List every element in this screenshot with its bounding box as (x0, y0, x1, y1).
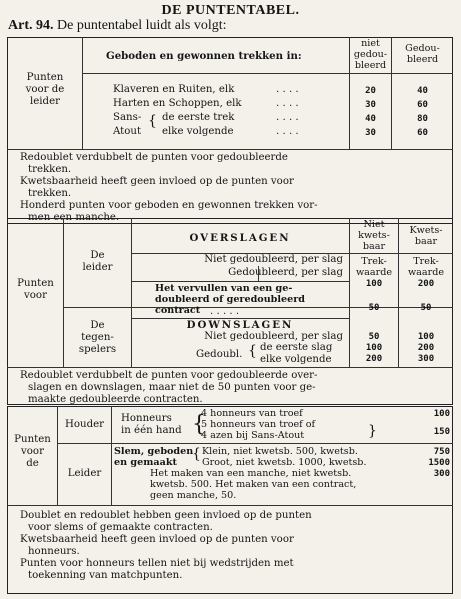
s2-col1-line: Niet (363, 219, 385, 230)
s2-de-leider-line: De (90, 250, 105, 261)
s1-row-label-line: Punten (26, 72, 64, 83)
s2-trekwaarde (350, 256, 398, 278)
section-1-divider (7, 149, 453, 150)
s2-col2-line: Kwets- (409, 225, 443, 236)
s2-row-gedoubleerd: Gedoubleerd, per slag (228, 267, 343, 278)
s2-vervullen-line: Het vervullen van een ge- (155, 283, 293, 294)
s2-tegenspelers-line: spelers (78, 344, 117, 355)
brace-close-icon: } (368, 423, 377, 439)
s3-slem-line: en gemaakt (114, 457, 177, 468)
s1-col2-line: Gedou- (405, 43, 440, 54)
s2-col2-line: baar (414, 236, 438, 247)
s1-row-klaveren: Klaveren en Ruiten, elk (113, 84, 235, 95)
s2-col-kwetsbaar (399, 225, 453, 247)
s3-slem-text: Klein, niet kwetsb. 500, kwetsb. (202, 446, 358, 457)
s1-row-label-line: leider (30, 96, 60, 107)
s2-trek-line: waarde (355, 267, 393, 278)
s2-down-gedoubl: Gedoubl. (196, 349, 243, 360)
s3-value: 300 (433, 469, 450, 479)
s2-trekwaarde (399, 256, 453, 278)
s3-honneurs-line: Honneurs (121, 413, 172, 424)
s1-dots: . . . . (276, 112, 299, 123)
s2-trek-line: waarde (407, 267, 445, 278)
s3-value: 150 (433, 427, 450, 437)
s2-value: 200 (417, 343, 435, 353)
s3-note-line: toekenning van matchpunten. (28, 570, 183, 581)
s1-value: 30 (365, 128, 376, 138)
s3-value: 750 (433, 447, 450, 457)
s3-slem (114, 446, 193, 468)
s1-value: 40 (417, 86, 428, 96)
s2-de-leider (64, 250, 131, 274)
s1-row-label-line: voor de (25, 84, 65, 95)
s3-note-line: honneurs. (28, 546, 80, 557)
s2-down-niet: Niet gedoubleerd, per slag (204, 331, 343, 342)
s3-slem-line: Slem, geboden (114, 446, 194, 457)
brace-icon: { (148, 113, 157, 129)
s3-manche (150, 468, 356, 501)
s2-value: 100 (365, 343, 383, 353)
s1-col-gedoubleerd (392, 43, 453, 65)
page-title: DE PUNTENTABEL. (161, 3, 300, 18)
s1-col-niet-gedoubleerd (350, 38, 391, 71)
s2-value: 200 (417, 279, 435, 289)
s1-row-label (8, 72, 82, 108)
s2-value: 300 (417, 354, 435, 364)
s2-value: 100 (365, 279, 383, 289)
s2-tegenspelers-line: tegen- (81, 332, 114, 343)
s2-value: 50 (368, 332, 380, 342)
s2-value: 50 (420, 303, 432, 313)
s2-dots: . . . . . (210, 306, 240, 317)
s2-note-line: slagen en downslagen, maar niet de 50 punten voor ge- (28, 382, 316, 393)
s2-note-line: maakte gedoubleerde contracten. (28, 394, 203, 405)
section-2-divider (7, 367, 453, 368)
s1-col1-line: niet (361, 38, 380, 49)
s1-note-line: trekken. (28, 164, 72, 175)
s2-vervullen-line: doubleerd of geredoubleerd (155, 294, 305, 305)
s2-trek-line: Trek- (413, 256, 439, 267)
s2-value: 200 (365, 354, 383, 364)
s3-slem-lines (202, 446, 367, 468)
s2-down-volgende: elke volgende (260, 354, 332, 365)
s2-col1-line: baar (362, 241, 386, 252)
s1-value: 40 (365, 114, 376, 124)
s1-dots: . . . . (276, 84, 299, 95)
s2-col-niet-kwetsbaar (350, 219, 398, 252)
s1-row-eerste: de eerste trek (162, 112, 235, 123)
s1-value: 20 (365, 86, 376, 96)
s3-row-label (8, 434, 57, 470)
article-text: De puntentabel luidt als volgt: (57, 18, 227, 33)
s3-leider: Leider (67, 468, 102, 479)
s2-row-label (8, 278, 63, 302)
s2-trek-line: Trek- (361, 256, 387, 267)
s2-row-label-line: voor (24, 290, 47, 301)
brace-icon: { (248, 343, 257, 359)
s1-row-atout: Atout (113, 126, 142, 137)
s3-notes (20, 510, 312, 582)
s2-row-niet-gedoubleerd: Niet gedoubleerd, per slag (204, 254, 343, 265)
s1-note-line: Kwetsbaarheid heeft geen invloed op de punten voor (20, 176, 294, 187)
s1-dots: . . . . (276, 98, 299, 109)
s1-value: 80 (417, 114, 428, 124)
s3-value: 100 (433, 409, 450, 419)
s3-manche-line: Het maken van een manche, niet kwetsb. (150, 468, 352, 479)
s1-value: 60 (417, 128, 428, 138)
s1-note-line: Redoublet verdubbelt de punten voor gedoubleerde (20, 152, 288, 163)
s2-downslagen-heading: DOWNSLAGEN (186, 319, 294, 331)
section-2-hline (131, 281, 349, 282)
s3-manche-line: kwetsb. 500. Het maken van een contract, (150, 479, 357, 490)
s1-row-harten: Harten en Schoppen, elk (113, 98, 242, 109)
s3-houder: Houder (65, 419, 104, 430)
s3-note-line: Kwetsbaarheid heeft geen invloed op de punten voor (20, 534, 294, 545)
s2-overslagen-heading: OVERSLAGEN (189, 232, 291, 244)
s3-note-line: voor slems of gemaakte contracten. (28, 522, 213, 533)
s3-value: 1500 (428, 458, 450, 468)
brace-icon: { (192, 412, 206, 437)
s2-value: 50 (368, 303, 380, 313)
s1-value: 30 (365, 100, 376, 110)
s3-note-line: Punten voor honneurs tellen niet bij wedstrijden met (20, 558, 294, 569)
s3-honneurs-lines (201, 408, 315, 441)
s2-notes (20, 370, 317, 406)
s1-note-line: Honderd punten voor geboden en gewonnen trekken vor- (20, 200, 318, 211)
article-line (8, 18, 227, 34)
article-number: Art. 94. (8, 18, 54, 33)
section-1-hline (82, 73, 453, 74)
section-3-vline (111, 406, 112, 505)
s2-de-tegenspelers (64, 320, 131, 356)
s1-header: Geboden en gewonnen trekken in: (106, 50, 302, 62)
s3-slem-text: Groot, niet kwetsb. 1000, kwetsb. (202, 457, 367, 468)
s3-h-line: 4 honneurs van troef (201, 408, 303, 419)
s2-col1-line: kwets- (358, 230, 390, 241)
s1-dots: . . . . (276, 126, 299, 137)
s3-row-label-line: voor (21, 446, 44, 457)
s3-h-line: 4 azen bij Sans-Atout (201, 430, 305, 441)
s1-col2-line: bleerd (406, 54, 439, 65)
s3-honneurs-line: in één hand (121, 425, 182, 436)
s1-row-sans: Sans- (113, 112, 142, 123)
s1-note-line: trekken. (28, 188, 72, 199)
section-1-vline (82, 37, 83, 149)
brace-icon: { (192, 446, 201, 462)
s2-value: 100 (417, 332, 435, 342)
s1-col1-line: gedou- (353, 49, 388, 60)
s2-tegenspelers-line: De (90, 320, 105, 331)
s3-row-label-line: Punten (14, 434, 51, 445)
s3-manche-line: geen manche, 50. (150, 490, 237, 501)
s3-note-line: Doublet en redoublet hebben geen invloed op de punten (20, 510, 312, 521)
s3-h-line: 5 honneurs van troef of (201, 419, 316, 430)
section-3-divider (7, 505, 453, 506)
s1-note-line: men een manche. (28, 212, 120, 223)
section-3-hline (57, 443, 453, 444)
s1-col1-line: bleerd (354, 60, 387, 71)
s1-notes (20, 152, 318, 224)
s1-value: 60 (417, 100, 428, 110)
s2-de-leider-line: leider (82, 262, 113, 273)
s1-row-volgende: elke volgende (162, 126, 234, 137)
s2-row-label-line: Punten (17, 278, 54, 289)
s2-down-eerste: de eerste slag (260, 342, 333, 353)
s2-note-line: Redoublet verdubbelt de punten voor gedoubleerde over- (20, 370, 318, 381)
s2-vervullen-line: contract (155, 305, 201, 316)
s3-row-label-line: de (26, 458, 39, 469)
s3-honneurs (121, 413, 182, 437)
